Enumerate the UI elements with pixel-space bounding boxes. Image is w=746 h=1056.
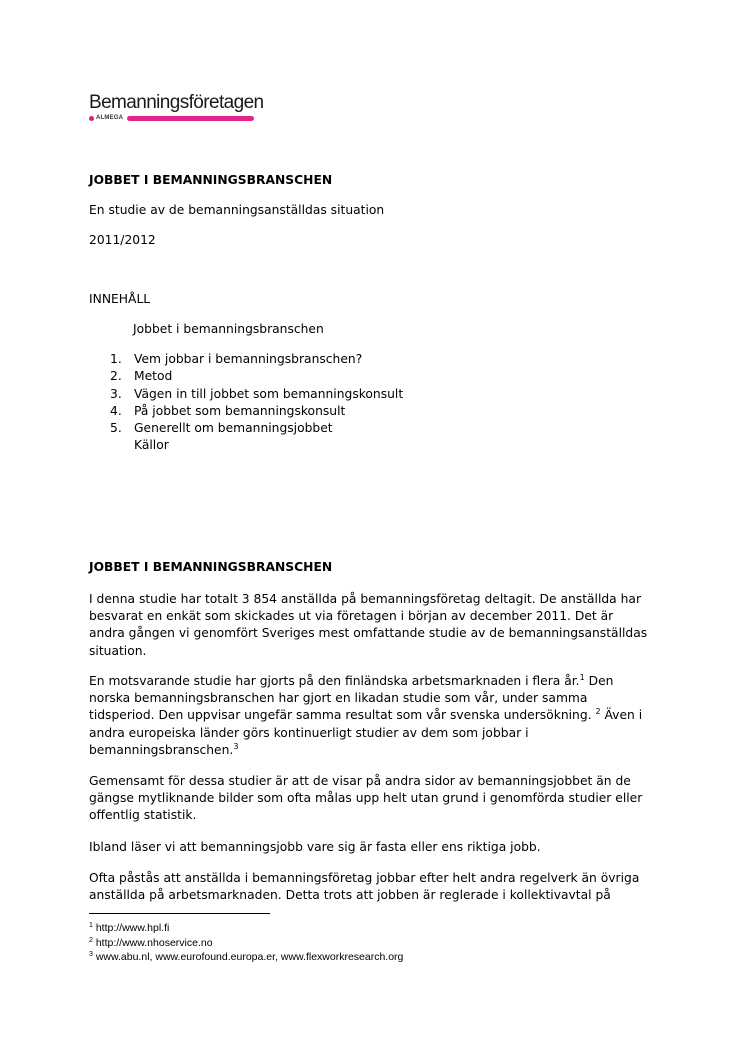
paragraph-line: [89, 742, 669, 759]
paragraph-5: [89, 870, 669, 904]
toc-item-label: Vem jobbar i bemanningsbranschen?: [134, 352, 363, 366]
paragraph-4: [89, 839, 669, 856]
toc-item-label: På jobbet som bemanningskonsult: [134, 403, 346, 418]
paragraph-line: besvarat en enkät som skickades ut via företagen i början av december 2011. Det är: [89, 609, 614, 624]
paragraph-2: [89, 673, 669, 759]
paragraph-3: [89, 773, 669, 825]
footnote-ref: 3: [233, 741, 239, 751]
footnote-ref: 1: [579, 673, 585, 682]
toc-item-number: 4.: [110, 403, 122, 418]
footnote-number: 3: [89, 951, 93, 958]
toc-item-number: [110, 438, 134, 455]
footnote-number: 1: [89, 922, 93, 929]
logo-brand-text: Bemanningsföretagen: [89, 92, 264, 113]
logo-dot: [89, 116, 94, 121]
paragraph-text: tidsperiod. Den uppvisar ungefär samma resultat som vår svenska undersökning.: [89, 708, 592, 723]
paragraph-line: anställda på arbetsmarknaden. Detta trots att jobben är reglerade i kollektivavtal på: [89, 888, 611, 903]
document-year: 2011/2012: [89, 233, 156, 247]
paragraph-1: [89, 591, 669, 660]
footnote-link[interactable]: http://www.hpl.fi: [95, 922, 170, 934]
section-title: JOBBET I BEMANNINGSBRANSCHEN: [89, 560, 333, 574]
footnotes: [89, 921, 403, 965]
toc-item-label: Vägen in till jobbet som bemanningskonsult: [134, 386, 404, 401]
paragraph-text: En motsvarande studie har gjorts på den finländska arbetsmarknaden i flera år.: [89, 674, 580, 688]
paragraph-line: Ofta påstås att anställda i bemanningsföretag jobbar efter helt andra regelverk än övriga: [89, 871, 640, 885]
logo-sub-text: ALMEGA: [96, 115, 124, 121]
paragraph-line: situation.: [89, 643, 147, 658]
toc-item-number: 5.: [110, 421, 122, 436]
toc-item-number: 3.: [110, 386, 122, 401]
paragraph-line: gängse mytliknande bilder som ofta målas upp helt utan grund i genomförda studier eller: [89, 791, 643, 806]
toc-item: [110, 404, 403, 421]
paragraph-text: Även i: [604, 708, 643, 723]
toc-item: [110, 421, 403, 438]
footnote-number: 2: [89, 936, 93, 944]
footnote-link[interactable]: www.abu.nl, www.eurofound.europa.er, www.flexworkresearch.org: [95, 951, 404, 963]
paragraph-line: andra gången vi genomfört Sveriges mest omfattande studie av de bemanningsanställdas: [89, 626, 648, 641]
toc-list: [110, 352, 403, 456]
logo-accent-bar: [127, 116, 254, 121]
paragraph-line: norska bemanningsbranschen har gjort en likadan studie som vår, under samma: [89, 691, 588, 706]
footnote: [89, 921, 403, 936]
document-subtitle: En studie av de bemanningsanställdas situation: [89, 203, 385, 217]
toc-item-number: 1.: [110, 352, 122, 366]
toc-item: [110, 369, 403, 386]
toc-intro: Jobbet i bemanningsbranschen: [133, 322, 324, 336]
paragraph-line: Gemensamt för dessa studier är att de visar på andra sidor av bemanningsjobbet än de: [89, 774, 631, 788]
footnote: [89, 950, 403, 965]
toc-heading: INNEHÅLL: [89, 292, 151, 306]
toc-item-label: Metod: [134, 369, 173, 384]
toc-item: [110, 352, 403, 369]
toc-item: [110, 387, 403, 404]
paragraph-text: bemanningsbranschen.: [89, 742, 234, 757]
document-title: JOBBET I BEMANNINGSBRANSCHEN: [89, 173, 333, 187]
toc-item-label: Källor: [134, 438, 169, 453]
footnote-ref: 2: [595, 707, 601, 717]
paragraph-line: andra europeiska länder görs kontinuerligt studier av dem som jobbar i: [89, 725, 529, 740]
toc-item-label: Generellt om bemanningsjobbet: [134, 421, 333, 436]
toc-item: [110, 438, 403, 455]
paragraph-line: Ibland läser vi att bemanningsjobb vare sig är fasta eller ens riktiga jobb.: [89, 840, 541, 854]
paragraph-line: [89, 673, 669, 690]
paragraph-line: I denna studie har totalt 3 854 anställda på bemanningsföretag deltagit. De anställda har: [89, 592, 642, 606]
company-logo: [89, 93, 269, 122]
footnote: [89, 936, 403, 951]
footnote-divider: [89, 913, 270, 914]
paragraph-line: [89, 707, 669, 724]
logo-underline: [89, 114, 269, 122]
paragraph-text: Den: [588, 674, 614, 688]
toc-item-number: 2.: [110, 369, 122, 384]
footnote-link[interactable]: http://www.nhoservice.no: [95, 936, 213, 949]
paragraph-line: offentlig statistik.: [89, 808, 197, 823]
